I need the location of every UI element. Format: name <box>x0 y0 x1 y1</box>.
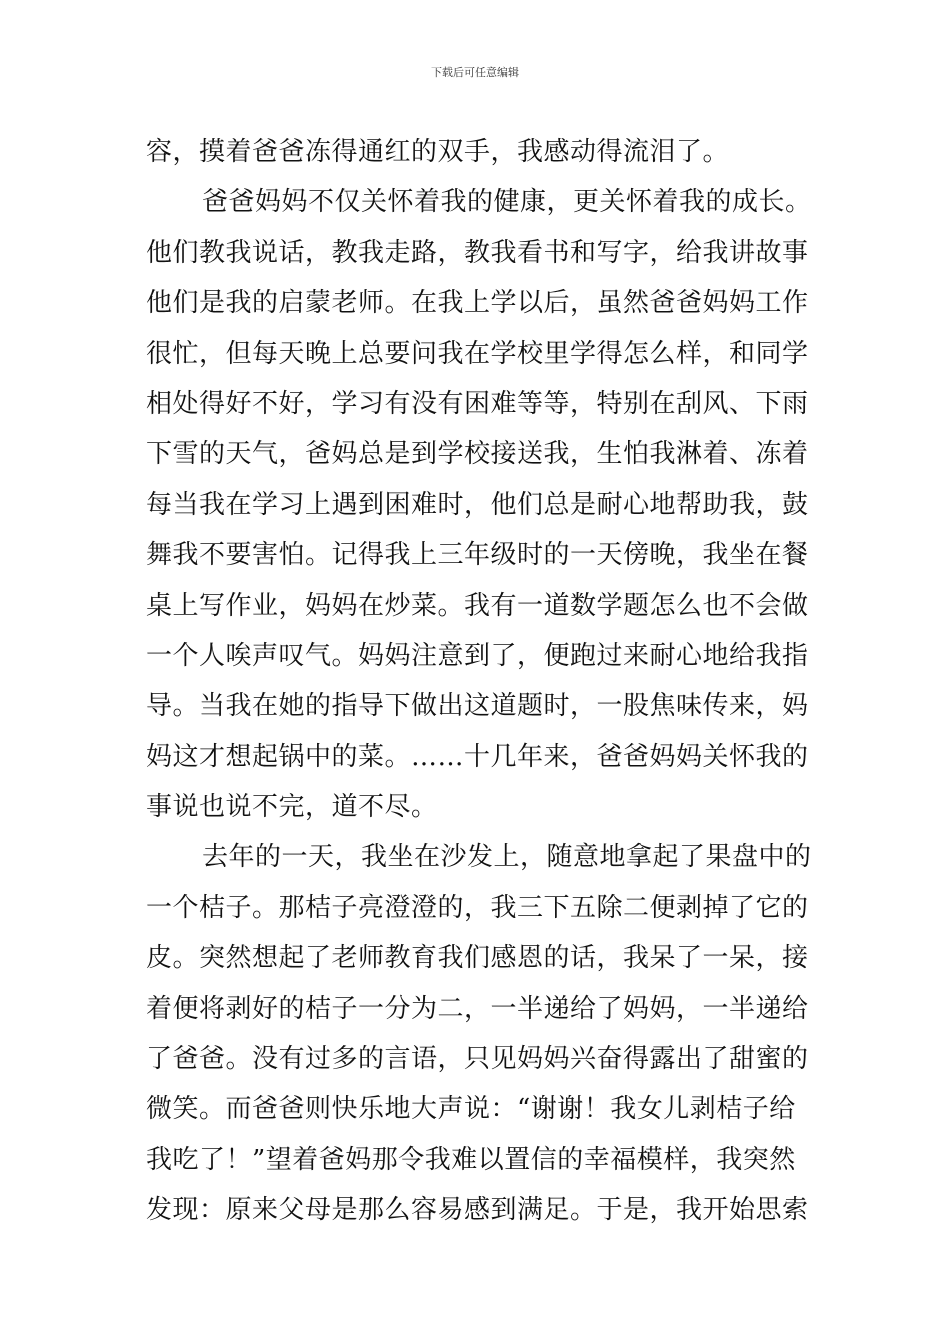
text-line: 很忙，但每天晚上总要问我在学校里学得怎么样，和同学 <box>146 338 809 369</box>
text-line: 事说也说不完，道不尽。 <box>146 792 438 823</box>
paragraph-start-line: 爸爸妈妈不仅关怀着我的健康，更关怀着我的成长。 <box>202 187 812 218</box>
text-line: 着便将剥好的桔子一分为二，一半递给了妈妈，一半递给 <box>146 993 809 1024</box>
text-line: 他们教我说话，教我走路，教我看书和写字，给我讲故事 <box>146 237 809 268</box>
text-line: 一个桔子。那桔子亮澄澄的，我三下五除二便剥掉了它的 <box>146 892 809 923</box>
text-line: 每当我在学习上遇到困难时，他们总是耐心地帮助我，鼓 <box>146 489 809 520</box>
text-line: 发现：原来父母是那么容易感到满足。于是，我开始思索 <box>146 1195 809 1226</box>
text-line: 桌上写作业，妈妈在炒菜。我有一道数学题怎么也不会做 <box>146 590 809 621</box>
text-line: 皮。突然想起了老师教育我们感恩的话，我呆了一呆，接 <box>146 943 809 974</box>
text-line: 导。当我在她的指导下做出这道题时，一股焦味传来，妈 <box>146 691 809 722</box>
page-header: 下载后可任意编辑 <box>431 66 519 79</box>
text-line: 舞我不要害怕。记得我上三年级时的一天傍晚，我坐在餐 <box>146 540 809 571</box>
paragraph-start-line: 去年的一天，我坐在沙发上，随意地拿起了果盘中的 <box>202 842 812 873</box>
text-line: 容，摸着爸爸冻得通红的双手，我感动得流泪了。 <box>146 137 730 167</box>
text-line: 了爸爸。没有过多的言语，只见妈妈兴奋得露出了甜蜜的 <box>146 1044 809 1075</box>
text-line: 我吃了！”望着爸妈那令我难以置信的幸福模样，我突然 <box>146 1144 796 1175</box>
text-line: 下雪的天气，爸妈总是到学校接送我，生怕我淋着、冻着 <box>146 439 809 470</box>
text-line: 妈这才想起锅中的菜。……十几年来，爸爸妈妈关怀我的 <box>146 741 809 772</box>
body-text <box>146 127 812 1236</box>
text-line: 他们是我的启蒙老师。在我上学以后，虽然爸爸妈妈工作 <box>146 288 809 319</box>
text-line: 一个人唉声叹气。妈妈注意到了，便跑过来耐心地给我指 <box>146 640 809 671</box>
text-line: 相处得好不好，学习有没有困难等等，特别在刮风、下雨 <box>146 388 809 419</box>
text-line: 微笑。而爸爸则快乐地大声说：“谢谢！我女儿剥桔子给 <box>146 1094 796 1125</box>
